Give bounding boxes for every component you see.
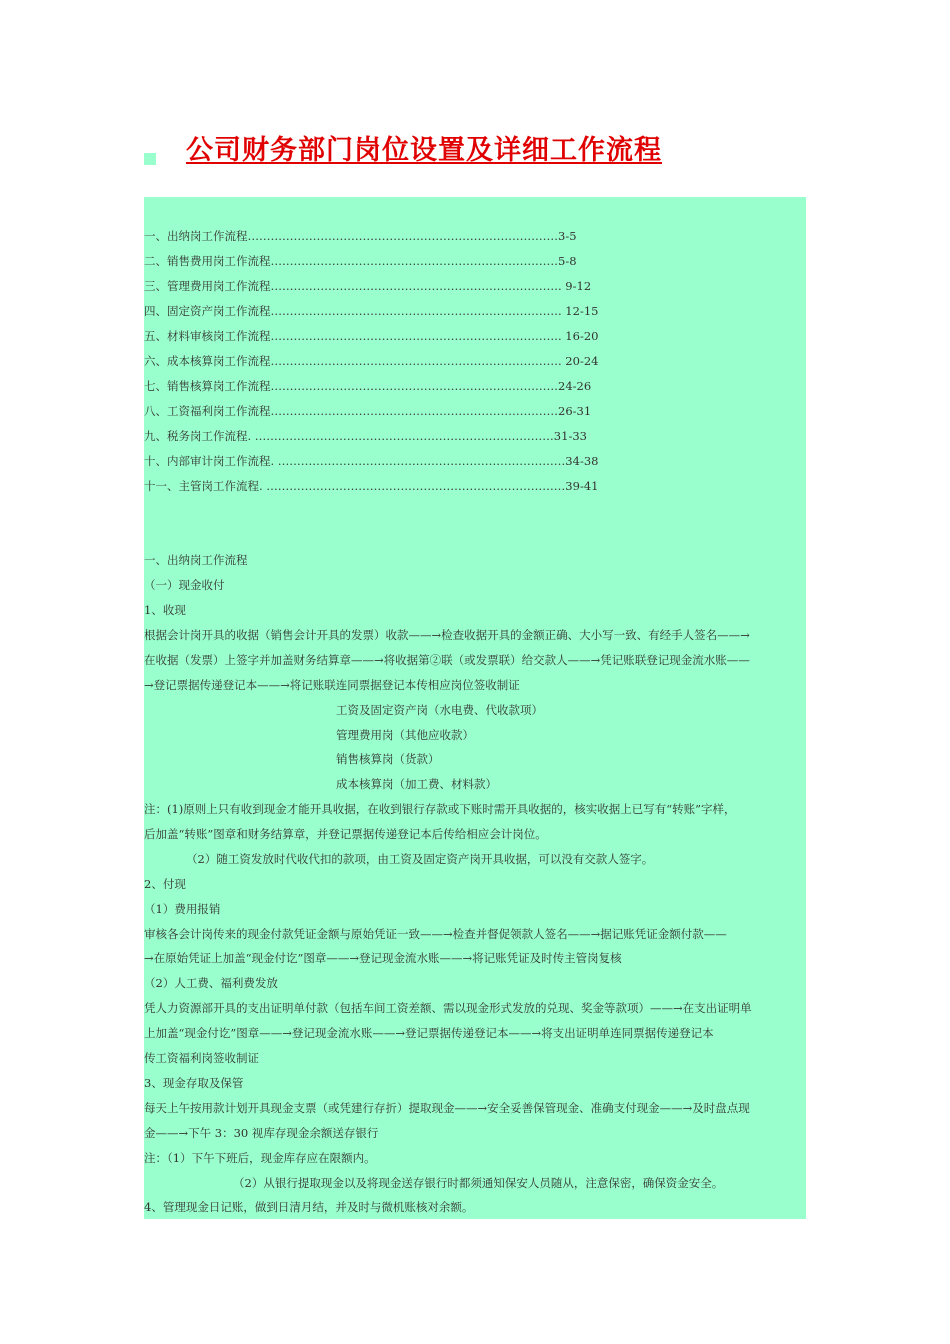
note-text: 后加盖“转账”图章和财务结算章，并登记票据传递登记本后传给相应会计岗位。	[144, 827, 547, 841]
toc-item[interactable]: 四、固定资产岗工作流程…………………………………………………………………. 12-15	[144, 304, 599, 318]
toc-item[interactable]: 十、内部审计岗工作流程. …………………………………………………………………34-38	[144, 454, 599, 468]
title-block	[144, 133, 662, 169]
toc-item[interactable]: 五、材料审核岗工作流程…………………………………………………………………. 16-20	[144, 329, 599, 343]
body-text: 传工资福利岗签收制证	[144, 1051, 259, 1065]
body-text: 每天上午按用款计划开具现金支票（或凭建行存折）提取现金——→安全妥善保管现金、准确支付现金——→及时盘点现	[144, 1101, 750, 1115]
note-text: （2）随工资发放时代收代扣的款项，由工资及固定资产岗开具收据，可以没有交款人签字。	[186, 852, 654, 866]
body-text: 上加盖“现金付讫”图章——→登记现金流水账——→登记票据传递登记本——→将支出证明单连同票据传递登记本	[144, 1026, 714, 1040]
toc-item[interactable]: 三、管理费用岗工作流程…………………………………………………………………. 9-12	[144, 279, 592, 293]
item-heading: 2、付现	[144, 877, 186, 891]
item-subheading: （1）费用报销	[144, 902, 221, 916]
document-title: 公司财务部门岗位设置及详细工作流程	[186, 135, 662, 166]
toc-item[interactable]: 一、出纳岗工作流程………………………………………………………………………3-5	[144, 229, 577, 243]
toc-item[interactable]: 六、成本核算岗工作流程…………………………………………………………………. 20-24	[144, 354, 599, 368]
body-text: →在原始凭证上加盖“现金付讫”图章——→登记现金流水账——→将记账凭证及时传主管岗复核	[144, 951, 622, 965]
body-text: 根据会计岗开具的收据（销售会计开具的发票）收款——→检查收据开具的金额正确、大小写一致、有经手人签名——→	[144, 628, 750, 642]
item-heading: 1、收现	[144, 603, 186, 617]
note-text: 注：(1)原则上只有收到现金才能开具收据，在收到银行存款或下账时需开具收据的，核实收据上已写有“转账”字样，	[144, 802, 736, 816]
body-text: 管理费用岗（其他应收款）	[336, 728, 474, 742]
item-heading: 4、管理现金日记账，做到日清月结，并及时与微机账核对余额。	[144, 1200, 474, 1214]
body-text: →登记票据传递登记本——→将记账联连同票据登记本传相应岗位签收制证	[144, 678, 520, 692]
body-text: 金——→下午 3：30 视库存现金余额送存银行	[144, 1126, 379, 1140]
toc-item[interactable]: 二、销售费用岗工作流程…………………………………………………………………5-8	[144, 254, 577, 268]
toc-item[interactable]: 九、税务岗工作流程. ……………………………………………………………………31-33	[144, 429, 587, 443]
bullet-square-icon	[144, 153, 156, 165]
note-text: （2）从银行提取现金以及将现金送存银行时都须通知保安人员随从，注意保密，确保资金安全。	[233, 1176, 724, 1190]
body-text: 审核各会计岗传来的现金付款凭证金额与原始凭证一致——→检查并督促领款人签名——→据记账凭证金额付款——	[144, 927, 727, 941]
body-text: 凭人力资源部开具的支出证明单付款（包括车间工资差额、需以现金形式发放的兑现、奖金等款项）——→在支出证明单	[144, 1001, 752, 1015]
note-text: 注：（1）下午下班后，现金库存应在限额内。	[144, 1151, 376, 1165]
content-panel	[144, 197, 806, 1219]
toc-item[interactable]: 八、工资福利岗工作流程…………………………………………………………………26-31	[144, 404, 592, 418]
toc-item[interactable]: 七、销售核算岗工作流程…………………………………………………………………24-26	[144, 379, 592, 393]
body-text: 销售核算岗（货款）	[336, 752, 440, 766]
item-heading: 3、现金存取及保管	[144, 1076, 244, 1090]
body-text: 在收据（发票）上签字并加盖财务结算章——→将收据第②联（或发票联）给交款人——→凭记账联登记现金流水账——	[144, 653, 750, 667]
body-text: 成本核算岗（加工费、材料款）	[336, 777, 497, 791]
body-text: 工资及固定资产岗（水电费、代收款项）	[336, 703, 543, 717]
section-heading: 一、出纳岗工作流程	[144, 553, 248, 567]
subsection-heading: （一）现金收付	[144, 578, 225, 592]
toc-item[interactable]: 十一、主管岗工作流程. ……………………………………………………………………39-41	[144, 479, 599, 493]
item-subheading: （2）人工费、福利费发放	[144, 976, 278, 990]
